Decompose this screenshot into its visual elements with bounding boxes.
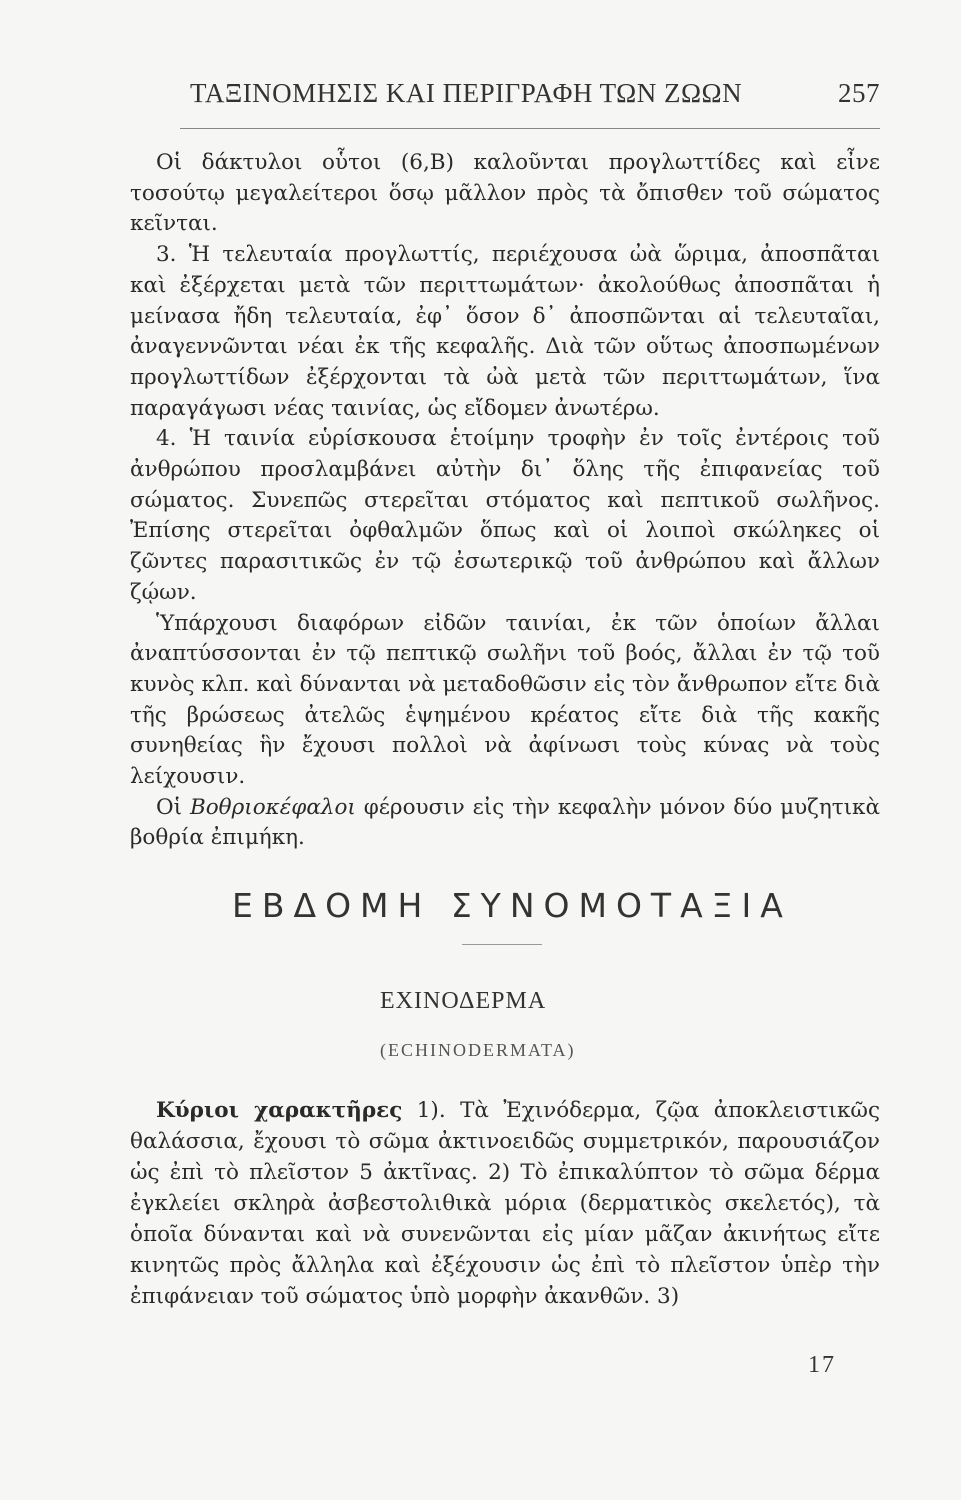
paragraph-lead: Οἱ	[156, 794, 190, 820]
section-rule	[462, 944, 542, 945]
paragraph	[130, 793, 880, 854]
paragraph-rest: φέρουσιν εἰς τὴν κεφαλὴν μόνον δύο μυζητικὰ βοθρία ἐπιμήκη.	[130, 794, 880, 851]
page-number: 257	[838, 78, 880, 108]
section-title: ΕΒΔΟΜΗ ΣΥΝΟΜΟΤΑΞΙΑ	[232, 886, 792, 925]
bold-heading: Κύριοι χαρακτῆρες	[156, 1098, 403, 1123]
running-title: ΤΑΞΙΝΟΜΗΣΙΣ ΚΑΙ ΠΕΡΙΓΡΑΦΗ ΤΩΝ ΖΩΩΝ	[190, 78, 743, 108]
paragraph: Ὑπάρχουσι διαφόρων εἰδῶν ταινίαι, ἐκ τῶν ὁποίων ἄλλαι ἀναπτύσσονται ἐν τῷ πεπτικῷ σωλῆνι τοῦ βοός, ἄλλαι ἐν τῷ τοῦ κυνὸς κλπ. καὶ δύνανται νὰ μεταδοθῶσιν εἰς τὸν ἄνθρωπον εἴτε διὰ τῆς βρώσεως ἀτελῶς ἑψημένου κρέατος εἴτε διὰ τῆς κακῆς συνηθείας ἣν ἔχουσι πολλοὶ νὰ ἀφίνωσι τοὺς κύνας νὰ τοὺς λείχουσιν.	[130, 610, 880, 790]
body-text	[130, 148, 880, 854]
header-rule	[180, 128, 880, 129]
characters-text	[130, 1095, 880, 1312]
paragraph-rest: 1). Τὰ Ἐχινόδερμα, ζῷα ἀποκλειστικῶς θαλάσσια, ἔχουσι τὸ σῶμα ἀκτινοειδῶς συμμετρικόν, παρουσιάζον ὡς ἐπὶ τὸ πλεῖστον 5 ἀκτῖνας. 2) Τὸ ἐπικαλύπτον τὸ σῶμα δέρμα ἐγκλείει σκληρὰ ἀσβεστολιθικὰ μόρια (δερματικὸς σκελετός), τὰ ὁποῖα δύνανται καὶ νὰ συνενῶνται εἰς μίαν μᾶζαν ἀκινήτως εἴτε κινητῶς πρὸς ἄλληλα καὶ ἐξέχουσιν ὡς ἐπὶ τὸ πλεῖστον ὑπὲρ τὴν ἐπιφάνειαν τοῦ σώματος ὑπὸ μορφὴν ἀκανθῶν. 3)	[130, 1098, 880, 1309]
signature-mark: 17	[808, 1352, 836, 1378]
paragraph: Οἱ δάκτυλοι οὗτοι (6,Β) καλοῦνται προγλωττίδες καὶ εἶνε τοσούτῳ μεγαλείτεροι ὅσῳ μᾶλλον πρὸς τὰ ὄπισθεν τοῦ σώματος κεῖνται.	[130, 150, 880, 237]
running-header	[190, 78, 880, 118]
paragraph: 4. Ἡ ταινία εὑρίσκουσα ἑτοίμην τροφὴν ἐν τοῖς ἐντέροις τοῦ ἀνθρώπου προσλαμβάνει αὐτὴν δι᾽ ὅλης τῆς ἐπιφανείας τοῦ σώματος. Συνεπῶς στερεῖται στόματος καὶ πεπτικοῦ σωλῆνος. Ἐπίσης στερεῖται ὀφθαλμῶν ὅπως καὶ οἱ λοιποὶ σκώληκες οἱ ζῶντες παρασιτικῶς ἐν τῷ ἐσωτερικῷ τοῦ ἀνθρώπου καὶ ἄλλων ζῴων.	[130, 426, 880, 605]
paragraph: 3. Ἡ τελευταία προγλωττίς, περιέχουσα ὠὰ ὥριμα, ἀποσπᾶται καὶ ἐξέρχεται μετὰ τῶν περιττωμάτων· ἀκολούθως ἀποσπᾶται ἡ μείνασα ἤδη τελευταία, ἐφ᾽ ὅσον δ᾽ ἀποσπῶνται αἱ τελευταῖαι, ἀναγεννῶνται νέαι ἐκ τῆς κεφαλῆς. Διὰ τῶν οὕτως ἀποσπωμένων προγλωττίδων ἐξέρχονται τὰ ὠὰ μετὰ τῶν περιττωμάτων, ἵνα παραγάγωσι νέας ταινίας, ὡς εἴδομεν ἀνωτέρω.	[130, 242, 880, 421]
section-subtitle: ΕΧΙΝΟΔΕΡΜΑ	[380, 988, 547, 1014]
latin-name: (ECHINODERMATA)	[380, 1040, 576, 1060]
italic-term: Βοθριοκέφαλοι	[189, 794, 356, 820]
paragraph	[130, 1095, 880, 1312]
